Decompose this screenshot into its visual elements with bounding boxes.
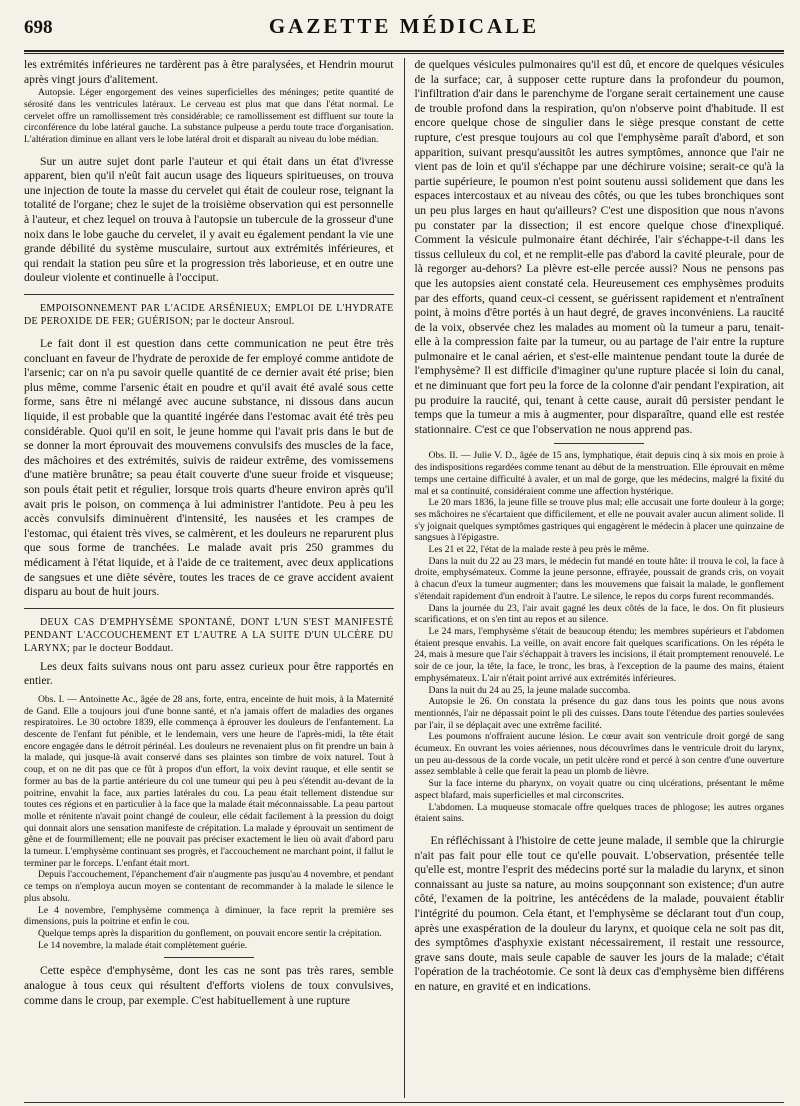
section-heading-emphyseme: DEUX CAS D'EMPHYSÈME SPONTANÉ, DONT L'UN S'EST MANIFESTÉ PENDANT L'ACCOUCHEMENT ET L'AUTRE A LA SUITE D'UN ULCÈRE DU LARYNX; par le docteur Boddaut. [24, 616, 394, 654]
observation-paragraph: L'abdomen. La muqueuse stomacale offre quelques traces de phlogose; les autres organes étaient sains. [414, 801, 784, 825]
observation-paragraph: Autopsie le 26. On constata la présence du gaz dans tous les points que nous avons mentionnés, l'air ne dépassait point le pli des cuisses. Dans toute l'étendue des parties soulevées par l'air, il se déplaçait avec une extrême facilité. [414, 696, 784, 731]
observation-paragraph: Obs. II. — Julie V. D., âgée de 15 ans, lymphatique, était depuis cinq à six mois en proie à des indispositions regardées comme tenant au début de la menstruation. Elle éprouvait en même temps une certaine difficulté à avaler, et un mal de gorge, que les médecins, malgré la fixité du mal et sa continuité, considéraient comme une affection hystérique. [414, 450, 784, 497]
paragraph: de quelques vésicules pulmonaires qu'il est dû, et encore de quelques vésicules de la surface; car, à supposer cette rupture dans la profondeur du poumon, l'infiltration d'air dans le parenchyme de l'organe serait certainement une cause de trouble profond dans la respiration, qu'on n'observe point d'habitude. Il est encore quelque chose de singulier dans le siège presque constant de cette rupture, c'est presque toujours au col que l'emphysème paraît d'abord, et son apparition, suivant presqu'aussitôt les autres symptômes, annonce que l'air ne vient pas de loin et qu'il s'échappe par une déchirure voisine; serait-ce qu'à la partie supérieure, le poumon n'est point soutenu aussi solidement que dans les espaces intercostaux et au niveau des côtés, ou que les tubes bronchiques sont un peu plus larges en haut qu'ailleurs? C'est une disposition que nous n'avons pu constater par la dissection; il est encore quelque chose d'inexpliqué. Comment la vésicule pulmonaire étant déchirée, l'air s'échappe-t-il dans les tissus celluleux du col, et ne remplit-elle pas d'abord la cavité pleurale, pour de là regorger au-dehors? La plèvre est-elle percée aussi? Nous ne pensons pas que les autopsies aient constaté cela. Heureusement ces emphysèmes produits par des efforts, quand ceux-ci cessent, se guérissent rapidement et n'entraînent point, à moins d'être portés à un haut degré, de graves inconvéniens. La raucité de la voix, observée chez les malades au moment où la tumeur a paru, tenait-elle à la compression faite par la tumeur, ou au partage de l'air entre la rupture pulmonaire et le canal aérien, et s'est-elle maintenue pendant toute la durée de l'emphysème? Il est difficile d'imaginer qu'une rupture placée si loin du canal, et ne diminuant que fort peu la force de la colonne d'air pendant l'expiration, ait pu produire la raucité, qui, tenant à cette cause, aurait dû persister pendant le temps que la tumeur a mis à augmenter, pour disparaître, quand elle est restée stationnaire. C'est ce que l'observation ne nous apprend pas. [414, 58, 784, 436]
observation-paragraph: Quelque temps après la disparition du gonflement, on pouvait encore sentir la crépitation. [38, 927, 382, 939]
observation-paragraph: Dans la nuit du 22 au 23 mars, le médecin fut mandé en toute hâte: il trouva le col, la face à droite, emphysémateux. Comme la jeune personne, effrayée, poussait de grands cris, on voyait à chacun d'eux la tumeur augmenter; dans les mouvemens que faisait la malade, le gonflement s'étendait rapidement d'un endroit à l'autre. Le silence, le repos du corps furent recommandés. [414, 555, 784, 602]
header-rule [24, 50, 784, 54]
observation-paragraph: Le 4 novembre, l'emphysème commença à diminuer, la face reprit la première ses dimensions, puis la poitrine et enfin le cou. [24, 904, 394, 928]
observation-paragraph: Les poumons n'offraient aucune lésion. Le cœur avait son ventricule droit gorgé de sang écumeux. En ouvrant les voies aériennes, nous découvrîmes dans le ventricule droit du larynx, un peu au-dessous de la corde vocale, un petit ulcère rond et percé à son centre d'une ouverture assez semblable à celle que ferait la peau un plomb de lièvre. [414, 731, 784, 778]
observation-paragraph: Sur la face interne du pharynx, on voyait quatre ou cinq ulcérations, présentant le même aspect blafard, mais superficielles et mal circonscrites. [414, 778, 784, 801]
paragraph: les extrémités inférieures ne tardèrent pas à être paralysées, et Hendrin mourut après vingt jours d'alitement. [24, 58, 394, 86]
observation-paragraph: Le 24 mars, l'emphysème s'était de beaucoup étendu; les membres supérieurs et l'abdomen étaient presque envahis. La veille, on avait encore fait quelques scarifications. On les répéta le 24, mais à mesure que l'air s'échappait à travers les incisions, il était promptement renouvelé. Le soir de ce jour, la tête, la face, le tronc, les bras, à l'exception de la paume des mains, étaient emphysémateux. L'air n'était point arrivé aux extrémités inférieures. [414, 625, 784, 684]
left-column [24, 58, 404, 1098]
page-header [24, 14, 784, 44]
paragraph: Le fait dont il est question dans cette communication ne peut être très concluant en faveur de l'hydrate de peroxide de fer employé comme antidote de l'arsenic; car on n'a pu savoir quelle quantité de ce dernier avait été prise; bien plus même, comme l'arsenic était en poudre et qu'il avait été avalé sous cette forme, sans être ni mélangé avec aucune substance, ni dissous dans aucun liquide, il est probable que la quantité ingérée dans l'estomac avait été très peu considérable. Quoi qu'il en soit, le jeune homme qui l'avait pris dans le but de se donner la mort éprouvait des mouvemens convulsifs des muscles de la face, des mâchoires et des extrémités, suivis de raideur extrême, des vomissemens d'une matière brunâtre; sa peau était couverte d'une sueur froide et visqueuse; son pouls était petit et régulier, lorsque trois quarts d'heure environ après qu'il avait pris le poison, on commença à lui administrer l'antidote. Peu à peu les accès convulsifs diminuèrent d'intensité, les nausées et les crampes de l'estomac, qui étaient très vives, se calmèrent, et les douleurs ne reparurent plus que sous forme de tranchées. Le malade avait pris 250 grammes du médicament à l'état liquide, et à l'aide de ce traitement, avec deux applications de sangsues et une diète sévère, toutes les traces de ce grave accident avaient disparu au bout de huit jours. [24, 337, 394, 599]
short-divider [554, 443, 644, 444]
section-heading-arsenic: EMPOISONNEMENT PAR L'ACIDE ARSÉNIEUX; EMPLOI DE L'HYDRATE DE PEROXIDE DE FER; GUÉRISON; par le docteur Ansroul. [24, 303, 394, 328]
observation-paragraph: Depuis l'accouchement, l'épanchement d'air n'augmente pas jusqu'au 4 novembre, et pendant ce temps on n'employa aucun moyen se contentant de recommander à la malade le silence le plus absolu. [24, 869, 394, 904]
paragraph: Cette espèce d'emphysème, dont les cas ne sont pas très rares, semble analogue à tous ceux qui résultent d'efforts violens de toux convulsives, comme dans le croup, par exemple. C'est habituellement à une rupture [24, 964, 394, 1007]
bottom-rule [24, 1102, 784, 1103]
observation-paragraph: Les 21 et 22, l'état de la malade reste à peu près le même. [428, 544, 649, 556]
observation-paragraph: Obs. I. — Antoinette Ac., âgée de 28 ans, forte, entra, enceinte de huit mois, à la Maternité de Gand. Elle a toujours joui d'une bonne santé, et n'a jamais offert de maladies des organes respiratoires. Le 30 octobre 1839, elle commença à éprouver les douleurs de l'enfantement. La descente de l'enfant fut pénible, et le lendemain, vers une heure de l'après-midi, la tête était encore engagée dans le détroit périnéal. Les douleurs ne revenaient plus on fit prendre un bain à la malade, qui jusque-là avait conservé dans ses plaintes son timbre de voix naturel. Tout à coup, et on ne dit pas que ce fût à propos d'un effort, la voix devint rauque, et elle sentit se former au bas de la partie antérieure du col une tumeur qui peu à peu s'étendit au-devant de la poitrine, envahit la face, aux parties latérales du cou. La peau était tellement distendue sur toutes ces régions et en particulier à la face que la malade était méconnaissable. La peau partout molle et rénitente n'avait point changé de couleur, elle cédait facilement à la pression du doigt qui donnait alors une sensation manifeste de crépitation. La malade y éprouvait un sentiment de gêne et de fourmillement; elle ne pouvait pas préciser exactement le lieu où avait d'abord paru la tumeur. L'emphysème continuant ses progrès, et l'accouchement ne marchant point, il fallut le terminer par le forceps. L'enfant était mort. [24, 693, 394, 869]
section-divider [24, 294, 394, 295]
observation-paragraph: Le 20 mars 1836, la jeune fille se trouve plus mal; elle accusait une forte douleur à la gorge; ses mâchoires ne s'écartaient que difficilement, et elle ne pouvait avaler aucun aliment solide. Il s'y joignait quelques symptômes gastriques qui engagèrent le médecin à placer une quinzaine de sangsues à l'épigastre. [414, 497, 784, 544]
observation-paragraph: Dans la nuit du 24 au 25, la jeune malade succomba. [428, 684, 631, 696]
observation-paragraph: Le 14 novembre, la malade était complètement guérie. [38, 939, 248, 951]
journal-title: GAZETTE MÉDICALE [268, 14, 540, 38]
section-divider [24, 608, 394, 609]
short-divider [164, 957, 254, 958]
paragraph: Sur un autre sujet dont parle l'auteur et qui était dans un état d'ivresse apparent, bien qu'il n'eût fait aucun usage des liqueurs spiritueuses, on trouva une injection de toute la masse du cervelet qui était de couleur rose, teignant la totalité de l'organe; chez le sujet de la troisième observation qui est personnelle à l'auteur, et chez lequel on trouva à l'autopsie un tubercule de la grosseur d'une noix dans le lobe gauche du cervelet, il y avait eu également pendant la vie une grande débilité du système musculaire, surtout aux extrémités inférieures, et qui rendait la station peu sûre et la progression très laborieuse, et en outre une douleur violente et continuelle à l'occiput. [24, 154, 394, 285]
paragraph: Les deux faits suivans nous ont paru assez curieux pour être rapportés en entier. [24, 659, 394, 688]
right-column [404, 58, 785, 1098]
page-number: 698 [24, 17, 53, 38]
paragraph: En réfléchissant à l'histoire de cette jeune malade, il semble que la chirurgie n'ait pas fait pour elle tout ce qu'elle pouvait. L'observation, présentée telle qu'elle est, montre l'esprit des médecins porté sur la maladie du larynx, et sinon connaissant au juste sa nature, au moins soupçonnant son existence; d'un autre côté, l'examen de la poitrine, les antécédens de la malade, pouvaient établir l'intégrité du poumon. Cela étant, et l'emphysème se déclarant tout d'un coup, après une exaspération de la douleur du larynx, et quoique cela ne soit pas dit, des symptômes d'asphyxie existant nécessairement, il restait une ressource, grave sans doute, mais seule capable de sauver les jours de la malade; c'était l'opération de la trachéotomie. Ce sont là deux cas d'emphysème bien différens en nature, en gravité et en indications. [414, 833, 784, 993]
article-columns [24, 58, 784, 1098]
observation-paragraph: Dans la journée du 23, l'air avait gagné les deux côtés de la face, le dos. On fit plusieurs scarifications, et on s'en tint au repos et au silence. [414, 602, 784, 626]
autopsy-paragraph: Autopsie. Léger engorgement des veines superficielles des méninges; petite quantité de sérosité dans les ventricules latéraux. Le cerveau est plus mat que dans l'état normal. Le cervelet offre un ramollissement très considérable; ce ramollissement est diffluent sur toute la circonférence du lobe latéral gauche. La substance pulpeuse a perdu toute trace d'organisation. L'altération diminue en allant vers le lobe latéral droit et disparaît au niveau du lobe médian. [24, 87, 394, 145]
